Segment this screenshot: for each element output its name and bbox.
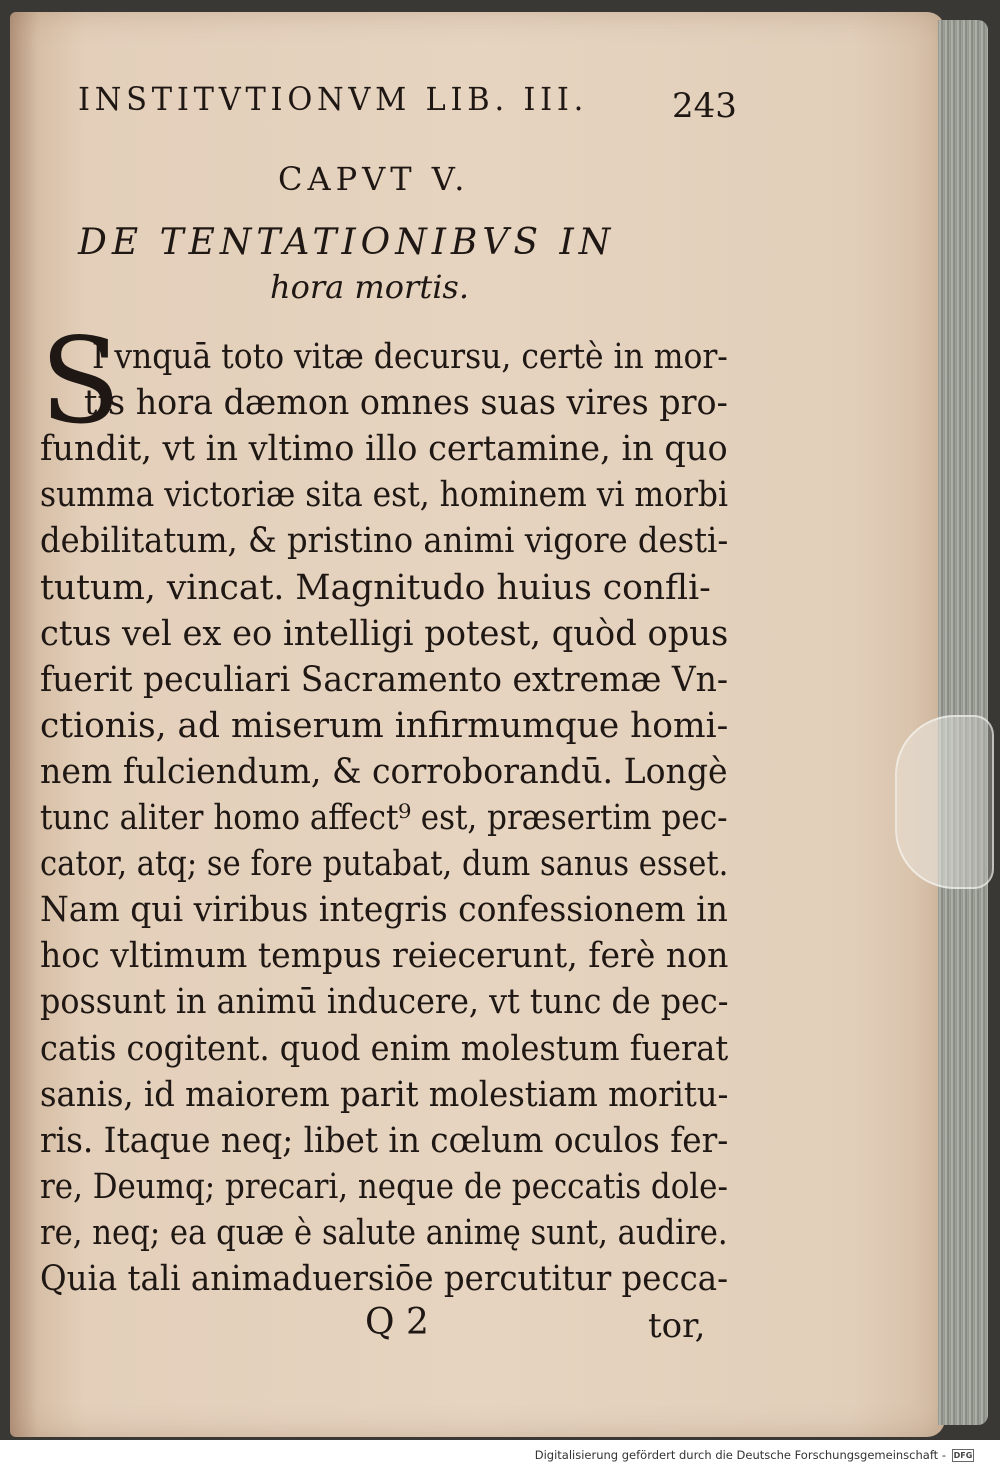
body-line: I vnquā toto vitæ decursu, certè in mor- [92, 337, 728, 377]
body-line: re, neq; ea quæ è salute animę sunt, audire. [40, 1212, 728, 1253]
body-line: ctus vel ex eo intelligi potest, quòd opus [40, 613, 729, 654]
body-line: re, Deumq; precari, neque de peccatis dole- [40, 1166, 728, 1207]
body-line: ctionis, ad miserum infirmumque homi- [40, 705, 729, 746]
body-line: ris. Itaque neq; libet in cœlum oculos fer- [40, 1120, 729, 1161]
body-line: fundit, vt in vltimo illo certamine, in quo [40, 429, 728, 470]
body-line: summa victoriæ sita est, hominem vi morbi [40, 475, 728, 516]
body-line: catis cogitent. quod enim molestum fuerat [40, 1028, 729, 1069]
body-line: sanis, id maiorem parit molestiam moritu- [40, 1074, 729, 1115]
body-line: cator, atq; se fore putabat, dum sanus esset. [40, 844, 729, 885]
body-line: debilitatum, & pristino animi vigore desti- [40, 521, 729, 562]
body-line: Quia tali animaduersiōe percutitur pecca- [40, 1259, 729, 1299]
chapter-title-line-2: hora mortis. [270, 268, 470, 306]
chapter-title-line-1: DE TENTATIONIBVS IN [78, 222, 616, 263]
chapter-label: CAPVT V. [278, 160, 470, 198]
page-clip [895, 715, 994, 889]
body-line: tutum, vincat. Magnitudo huius confli- [40, 567, 711, 608]
body-line: nem fulciendum, & corroborandū. Longè [40, 751, 728, 792]
body-line: tunc aliter homo affect⁹ est, præsertim pec- [40, 798, 728, 838]
catchword: tor, [648, 1306, 706, 1346]
credit-text: Digitalisierung gefördert durch die Deutsche Forschungsgemeinschaft - [534, 1448, 946, 1462]
drop-cap: S [40, 312, 121, 450]
running-head: INSTITVTIONVM LIB. III. [78, 80, 589, 118]
body-line: fuerit peculiari Sacramento extremæ Vn- [40, 659, 729, 700]
body-line: Nam qui viribus integris confessionem in [40, 890, 728, 931]
body-line: hoc vltimum tempus reiecerunt, ferè non [40, 936, 729, 977]
body-line: possunt in animū inducere, vt tunc de pec- [40, 982, 729, 1023]
digitization-credit [535, 1448, 974, 1462]
body-line: tis hora dæmon omnes suas vires pro- [84, 383, 728, 424]
signature-mark: Q 2 [365, 1302, 429, 1343]
page-number: 243 [672, 86, 737, 126]
dfg-logo-icon: DFG [953, 1450, 973, 1460]
